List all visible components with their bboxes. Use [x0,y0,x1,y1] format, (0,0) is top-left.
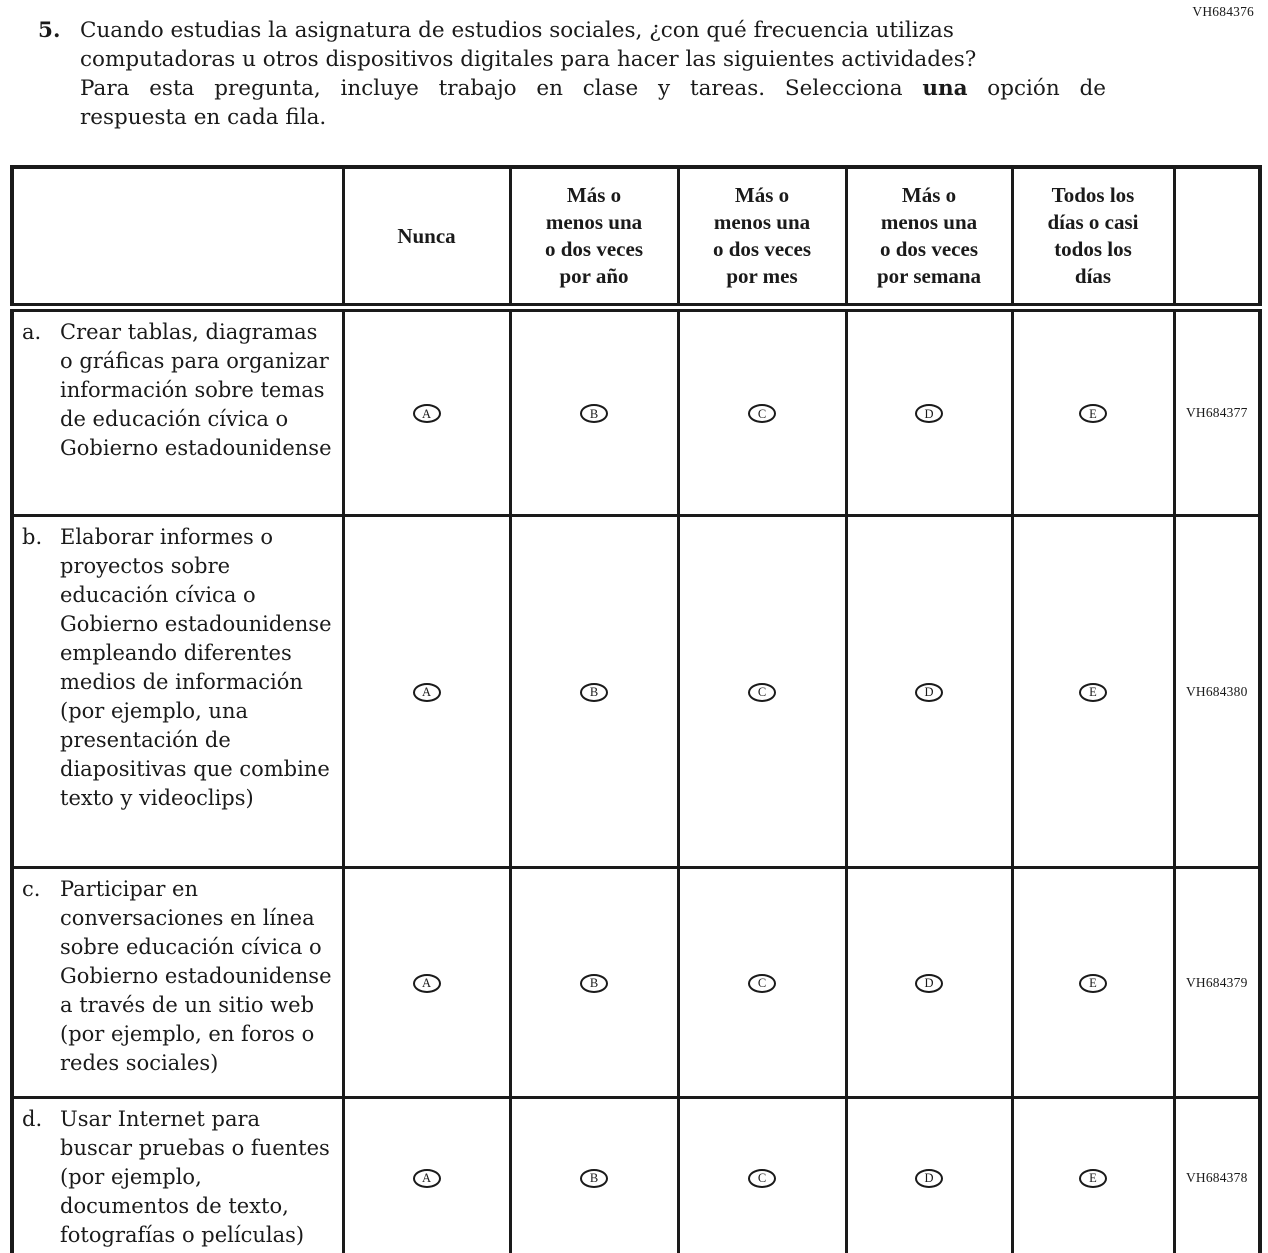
item-label: Usar Internet para buscar pruebas o fuentes (por ejemplo, documentos de texto, fotografías o películas) [60,1107,330,1247]
option-bubble-d[interactable]: D [915,683,943,702]
item-letter: d. [22,1107,43,1131]
option-cell[interactable] [846,516,1012,868]
item-code-label: VH684379 [1174,868,1260,1098]
option-bubble-c[interactable]: C [748,974,776,993]
item-code-header-cell [1174,167,1260,308]
option-bubble-b[interactable]: B [580,404,608,423]
option-bubble-b[interactable]: B [580,683,608,702]
item-label: Elaborar informes o proyectos sobre educación cívica o Gobierno estadounidense empleando diferentes medios de información (por ejemplo, una presentación de diapositivas que combine texto y videoclips) [60,525,332,810]
option-bubble-b[interactable]: B [580,974,608,993]
column-header-once-twice-week: Más o menos una o dos veces por semana [846,167,1012,308]
option-cell[interactable] [1012,1098,1174,1253]
item-letter: b. [22,525,43,549]
option-bubble-e[interactable]: E [1079,683,1107,702]
option-bubble-e[interactable]: E [1079,1169,1107,1188]
option-bubble-a[interactable]: A [413,404,441,423]
option-bubble-c[interactable]: C [748,404,776,423]
option-bubble-a[interactable]: A [413,1169,441,1188]
column-header-once-twice-year: Más o menos una o dos veces por año [510,167,678,308]
option-bubble-d[interactable]: D [915,404,943,423]
item-letter: c. [22,877,41,901]
option-cell[interactable] [510,1098,678,1253]
option-cell[interactable] [678,516,846,868]
option-bubble-a[interactable]: A [413,683,441,702]
option-cell[interactable] [343,516,510,868]
option-cell[interactable] [510,516,678,868]
table-row-a [12,308,1260,516]
option-cell[interactable] [1012,308,1174,516]
corner-header-cell [12,167,343,308]
column-header-every-day: Todos los días o casi todos los días [1012,167,1174,308]
question-line-3-post: opción de [967,76,1106,101]
item-code-label: VH684377 [1174,308,1260,516]
table-row-d [12,1098,1260,1253]
option-cell[interactable] [846,1098,1012,1253]
question-text [80,16,1106,132]
option-cell[interactable] [678,1098,846,1253]
item-code-label: VH684380 [1174,516,1260,868]
option-cell[interactable] [510,868,678,1098]
table-row-c [12,868,1260,1098]
option-bubble-e[interactable]: E [1079,404,1107,423]
question-line-3 [80,74,1106,103]
question-line-2: computadoras u otros dispositivos digitales para hacer las siguientes actividades? [80,47,977,72]
question-line-3-bold: una [922,76,968,101]
option-cell[interactable] [1012,516,1174,868]
option-cell[interactable] [678,308,846,516]
item-label-cell [12,516,343,868]
option-cell[interactable] [1012,868,1174,1098]
option-cell[interactable] [678,868,846,1098]
item-label-cell [12,308,343,516]
option-bubble-d[interactable]: D [915,1169,943,1188]
item-label-cell [12,868,343,1098]
option-cell[interactable] [343,1098,510,1253]
response-matrix-table [10,165,1262,1253]
option-bubble-b[interactable]: B [580,1169,608,1188]
item-id-label: VH684376 [1192,4,1254,19]
option-cell[interactable] [343,868,510,1098]
option-cell[interactable] [343,308,510,516]
question-line-1: Cuando estudias la asignatura de estudios sociales, ¿con qué frecuencia utilizas [80,18,954,43]
question-number: 5. [38,18,61,43]
option-cell[interactable] [846,308,1012,516]
option-bubble-e[interactable]: E [1079,974,1107,993]
option-bubble-a[interactable]: A [413,974,441,993]
question-block [38,16,1106,132]
item-label-cell [12,1098,343,1253]
item-code-label: VH684378 [1174,1098,1260,1253]
option-bubble-c[interactable]: C [748,683,776,702]
item-letter: a. [22,320,42,344]
item-label: Participar en conversaciones en línea sobre educación cívica o Gobierno estadounidense a través de un sitio web (por ejemplo, en foros o redes sociales) [60,877,332,1075]
column-header-once-twice-month: Más o menos una o dos veces por mes [678,167,846,308]
column-header-nunca: Nunca [343,167,510,308]
question-line-4: respuesta en cada fila. [80,105,327,130]
option-bubble-d[interactable]: D [915,974,943,993]
option-bubble-c[interactable]: C [748,1169,776,1188]
question-line-3-pre: Para esta pregunta, incluye trabajo en clase y tareas. Selecciona [80,76,923,101]
item-label: Crear tablas, diagramas o gráficas para organizar información sobre temas de educación cívica o Gobierno estadounidense [60,320,332,460]
table-row-b [12,516,1260,868]
option-cell[interactable] [846,868,1012,1098]
option-cell[interactable] [510,308,678,516]
header-row [12,167,1260,308]
